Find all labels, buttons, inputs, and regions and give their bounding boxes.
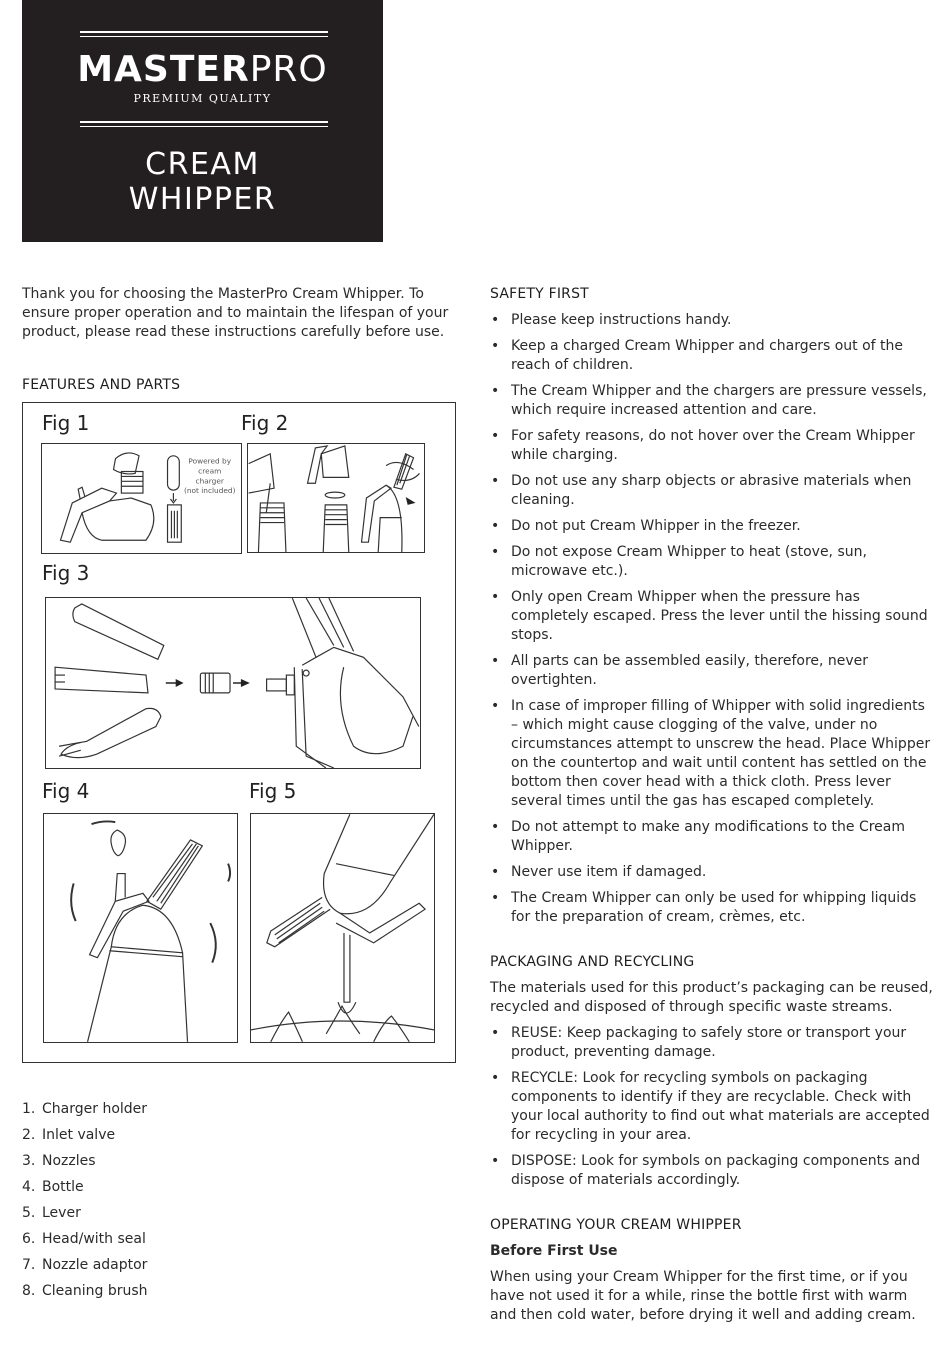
brand-tagline: PREMIUM QUALITY <box>133 92 272 105</box>
list-item: 7. Nozzle adaptor <box>22 1257 148 1273</box>
fig5-label: Fig 5 <box>249 779 297 803</box>
fig2-label: Fig 2 <box>241 411 289 435</box>
intro-text: Thank you for choosing the MasterPro Cream Whipper. To ensure proper operation and to maintain the lifespan of your product, please read these instructions carefully before use. <box>22 286 449 340</box>
list-item: • Keep a charged Cream Whipper and chargers out of the reach of children. <box>490 337 935 375</box>
product-title: CREAM WHIPPER <box>128 147 277 217</box>
brand-header <box>22 0 383 242</box>
list-item: • Do not attempt to make any modifications to the Cream Whipper. <box>490 818 935 856</box>
svg-text:charger: charger <box>195 476 224 486</box>
before-first-use-text: When using your Cream Whipper for the first time, or if you have not used it for a while, rinse the bottle first with warm and then cold water, before drying it well and adding cream. <box>490 1269 916 1323</box>
fig2-illustration <box>247 443 425 553</box>
fig1-label: Fig 1 <box>42 411 90 435</box>
features-heading: FEATURES AND PARTS <box>22 377 181 393</box>
list-item: • The Cream Whipper can only be used for whipping liquids for the preparation of cream, crèmes, etc. <box>490 889 935 927</box>
list-item: 6. Head/with seal <box>22 1231 146 1247</box>
list-item: 1. Charger holder <box>22 1101 148 1117</box>
list-item: • Never use item if damaged. <box>490 863 935 882</box>
svg-text:(not included): (not included) <box>184 486 236 496</box>
safety-list <box>490 311 935 927</box>
list-item: • Do not use any sharp objects or abrasive materials when cleaning. <box>490 472 935 510</box>
packaging-list <box>490 1024 935 1190</box>
svg-text:Powered by: Powered by <box>188 456 232 466</box>
list-item: 8. Cleaning brush <box>22 1283 148 1299</box>
list-item: • Do not put Cream Whipper in the freezer. <box>490 517 935 536</box>
list-item: • For safety reasons, do not hover over the Cream Whipper while charging. <box>490 427 935 465</box>
divider <box>80 121 328 127</box>
shake-whipper-icon <box>44 814 237 1042</box>
list-item: • RECYCLE: Look for recycling symbols on packaging components to identify if they are recyclable. Check with your local authority to find out what materials are accepted for recycling in your area. <box>490 1069 935 1145</box>
fig1-illustration <box>41 443 242 554</box>
fig3-illustration <box>45 597 421 769</box>
list-item: • All parts can be assembled easily, therefore, never overtighten. <box>490 652 935 690</box>
safety-heading: SAFETY FIRST <box>490 286 589 302</box>
list-item: • REUSE: Keep packaging to safely store or transport your product, preventing damage. <box>490 1024 935 1062</box>
fig4-label: Fig 4 <box>42 779 90 803</box>
list-item: • Only open Cream Whipper when the pressure has completely escaped. Press the lever until the hissing sound stops. <box>490 588 935 645</box>
dispense-cream-icon <box>251 814 434 1042</box>
right-column <box>490 285 935 1325</box>
svg-text:cream: cream <box>198 466 222 476</box>
packaging-heading: PACKAGING AND RECYCLING <box>490 954 695 970</box>
divider <box>80 31 328 37</box>
packaging-intro: The materials used for this product’s packaging can be reused, recycled and disposed of through specific waste streams. <box>490 980 933 1015</box>
list-item: 2. Inlet valve <box>22 1127 116 1143</box>
figures-frame <box>22 402 456 1063</box>
fig3-label: Fig 3 <box>42 561 90 585</box>
operating-heading: OPERATING YOUR CREAM WHIPPER <box>490 1217 742 1233</box>
nozzle-assembly-icon <box>46 598 420 768</box>
whipper-head-icon <box>42 444 241 553</box>
fig5-illustration <box>250 813 435 1043</box>
parts-list <box>22 1096 148 1304</box>
list-item: 4. Bottle <box>22 1179 84 1195</box>
list-item: • Please keep instructions handy. <box>490 311 935 330</box>
list-item: • In case of improper filling of Whipper with solid ingredients – which might cause clogging of the valve, under no circumstances attempt to unscrew the head. Place Whipper on the countertop and wait until content has settled on the bottom then cover head with a thick cloth. Press lever several times until the gas has escaped completely. <box>490 697 935 811</box>
list-item: 3. Nozzles <box>22 1153 96 1169</box>
filling-bottle-icon <box>248 444 424 552</box>
brand-logo: MASTERPRO <box>77 49 328 90</box>
list-item: 5. Lever <box>22 1205 81 1221</box>
list-item: • The Cream Whipper and the chargers are pressure vessels, which require increased attention and care. <box>490 382 935 420</box>
fig4-illustration <box>43 813 238 1043</box>
before-first-use-heading: Before First Use <box>490 1243 618 1259</box>
list-item: • DISPOSE: Look for symbols on packaging components and dispose of materials accordingly. <box>490 1152 935 1190</box>
list-item: • Do not expose Cream Whipper to heat (stove, sun, microwave etc.). <box>490 543 935 581</box>
